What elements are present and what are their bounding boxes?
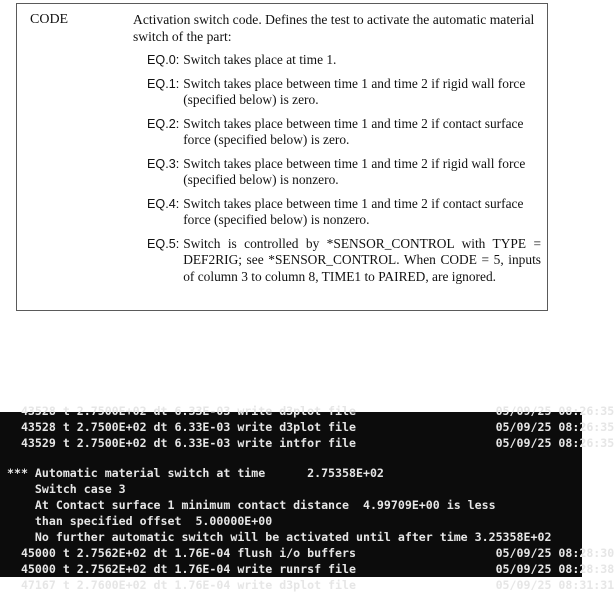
document-table xyxy=(16,3,548,311)
option-eq1 xyxy=(147,76,541,109)
terminal-line: No further automatic switch will be activated until after time 3.25358E+02 xyxy=(0,530,552,544)
option-eq4 xyxy=(147,196,541,229)
option-eq3 xyxy=(147,156,541,189)
parameter-description: Activation switch code. Defines the test to activate the automatic material switch of the part: xyxy=(133,12,535,44)
option-key: EQ.2: xyxy=(147,116,180,131)
terminal-line: At Contact surface 1 minimum contact distance 4.99709E+00 is less xyxy=(0,498,496,512)
terminal-line: 43528 t 2.7500E+02 dt 6.33E-03 write d3plot file 05/09/25 08:26:35 xyxy=(0,420,614,434)
terminal-line: Switch case 3 xyxy=(0,482,126,496)
terminal-line: 45000 t 2.7562E+02 dt 1.76E-04 flush i/o buffers 05/09/25 08:28:30 xyxy=(0,546,614,560)
option-key: EQ.3: xyxy=(147,156,180,171)
option-text: Switch takes place between time 1 and time 2 if contact surface force (specified below) is zero. xyxy=(183,115,524,147)
terminal-line: 47167 t 2.7600E+02 dt 1.76E-04 write d3plot file 05/09/25 08:31:31 xyxy=(0,578,614,592)
option-key: EQ.0: xyxy=(147,53,180,67)
option-text: Switch takes place between time 1 and time 2 if rigid wall force (specified below) is zero. xyxy=(183,75,526,107)
option-key: EQ.4: xyxy=(147,196,180,211)
option-text: Switch takes place at time 1. xyxy=(183,52,337,67)
terminal-line: 43528 t 2.7500E+02 dt 6.33E-03 write d3plot file 05/09/25 08:26:35 xyxy=(0,404,614,418)
option-eq0 xyxy=(147,52,541,69)
option-key: EQ.1: xyxy=(147,76,180,91)
terminal-line: 45000 t 2.7562E+02 dt 1.76E-04 write runrsf file 05/09/25 08:28:38 xyxy=(0,562,614,576)
terminal-output xyxy=(0,404,614,592)
option-eq5 xyxy=(147,236,541,286)
option-text: Switch takes place between time 1 and time 2 if contact surface force (specified below) is nonzero. xyxy=(183,195,524,227)
option-key: EQ.5: xyxy=(147,236,180,251)
terminal-line: *** Automatic material switch at time 2.75358E+02 xyxy=(0,466,384,480)
option-eq2 xyxy=(147,116,541,149)
terminal-line: than specified offset 5.00000E+00 xyxy=(0,514,273,528)
option-list xyxy=(147,52,541,292)
option-text: Switch is controlled by *SENSOR_CONTROL with TYPE = DEF2RIG; see *SENSOR_CONTROL. When CODE = 5, inputs of column 3 to column 8, TIME1 to PAIRED, are ignored. xyxy=(183,235,541,284)
option-text: Switch takes place between time 1 and time 2 if rigid wall force (specified below) is nonzero. xyxy=(183,155,526,187)
parameter-name: CODE xyxy=(30,12,69,27)
terminal-line: 43529 t 2.7500E+02 dt 6.33E-03 write intfor file 05/09/25 08:26:35 xyxy=(0,436,614,450)
